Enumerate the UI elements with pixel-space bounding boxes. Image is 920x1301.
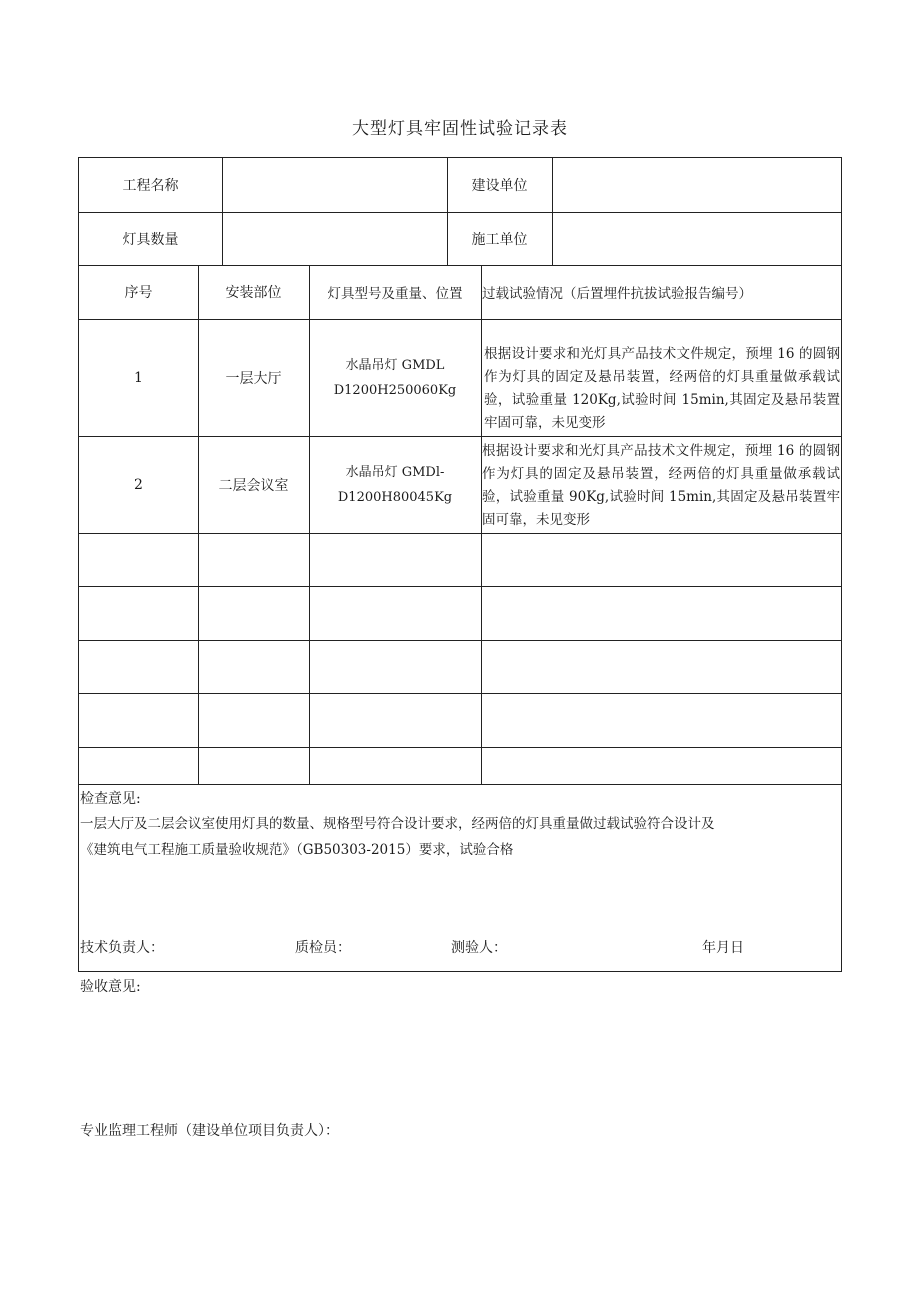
column-header-location: 安装部位 xyxy=(225,285,282,301)
project-name-label: 工程名称 xyxy=(122,178,179,194)
row-1-location: 一层大厅 xyxy=(225,370,282,387)
document-title: 大型灯具牢固性试验记录表 xyxy=(352,119,568,139)
contractor-value[interactable] xyxy=(552,212,841,265)
row-2-no: 2 xyxy=(134,476,143,493)
contractor-label: 施工单位 xyxy=(471,231,528,248)
row-divider xyxy=(79,640,841,641)
qc-label: 质检员： xyxy=(295,940,351,956)
builder-label: 建设单位 xyxy=(471,178,528,194)
row-divider xyxy=(79,586,841,587)
lamp-count-value[interactable] xyxy=(222,212,447,265)
row-divider xyxy=(79,533,841,534)
row-divider xyxy=(79,693,841,694)
inspection-label: 检查意见: xyxy=(80,791,141,807)
column-header-no: 序号 xyxy=(124,285,153,301)
row-2-model-line1: 水晶吊灯 GMDl- xyxy=(345,464,445,480)
row-1-model-line2: D1200H250060Kg xyxy=(333,382,457,398)
row-2-test-result: 根据设计要求和光灯具产品技术文件规定，预埋 16 的圆钢作为灯具的固定及悬吊装置，经两倍的灯具重量做承载试验，试验重量 90Kg,试验时间 15min,其固定及悬吊装置牢固可靠，未见变形 xyxy=(482,443,840,528)
acceptance-label: 验收意见: xyxy=(80,979,141,995)
inspection-comment-line1: 一层大厅及二层会议室使用灯具的数量、规格型号符合设计要求，经两倍的灯具重量做过载试验符合设计及 xyxy=(80,816,715,832)
project-name-value[interactable] xyxy=(222,158,447,212)
row-1-no: 1 xyxy=(134,369,143,386)
lamp-count-label: 灯具数量 xyxy=(122,231,179,248)
builder-value[interactable] xyxy=(552,158,841,212)
row-1-model xyxy=(309,319,481,436)
row-1-model-line1: 水晶吊灯 GMDL xyxy=(345,357,445,373)
row-2-location: 二层会议室 xyxy=(218,477,289,494)
supervisor-label: 专业监理工程师（建设单位项目负责人）： xyxy=(80,1123,339,1139)
inspection-comment-line2: 《建筑电气工程施工质量验收规范》（GB50303-2015）要求，试验合格 xyxy=(80,842,514,858)
column-header-test: 过载试验情况（后置埋件抗拔试验报告编号） xyxy=(482,286,752,302)
tech-lead-label: 技术负责人： xyxy=(80,940,164,956)
row-divider xyxy=(79,747,841,748)
row-2-model-line2: D1200H80045Kg xyxy=(337,489,453,505)
tester-label: 测验人： xyxy=(451,940,507,956)
row-1-test-result: 根据设计要求和光灯具产品技术文件规定，预埋 16 的圆钢作为灯具的固定及悬吊装置，经两倍的灯具重量做承载试验，试验重量 120Kg,试验时间 15min,其固定及悬吊装置牢固可靠，未见变形 xyxy=(484,346,840,431)
row-2-model xyxy=(309,436,481,533)
column-header-model: 灯具型号及重量、位置 xyxy=(327,286,463,302)
row-divider xyxy=(79,784,841,785)
date-label: 年月日 xyxy=(702,940,744,956)
